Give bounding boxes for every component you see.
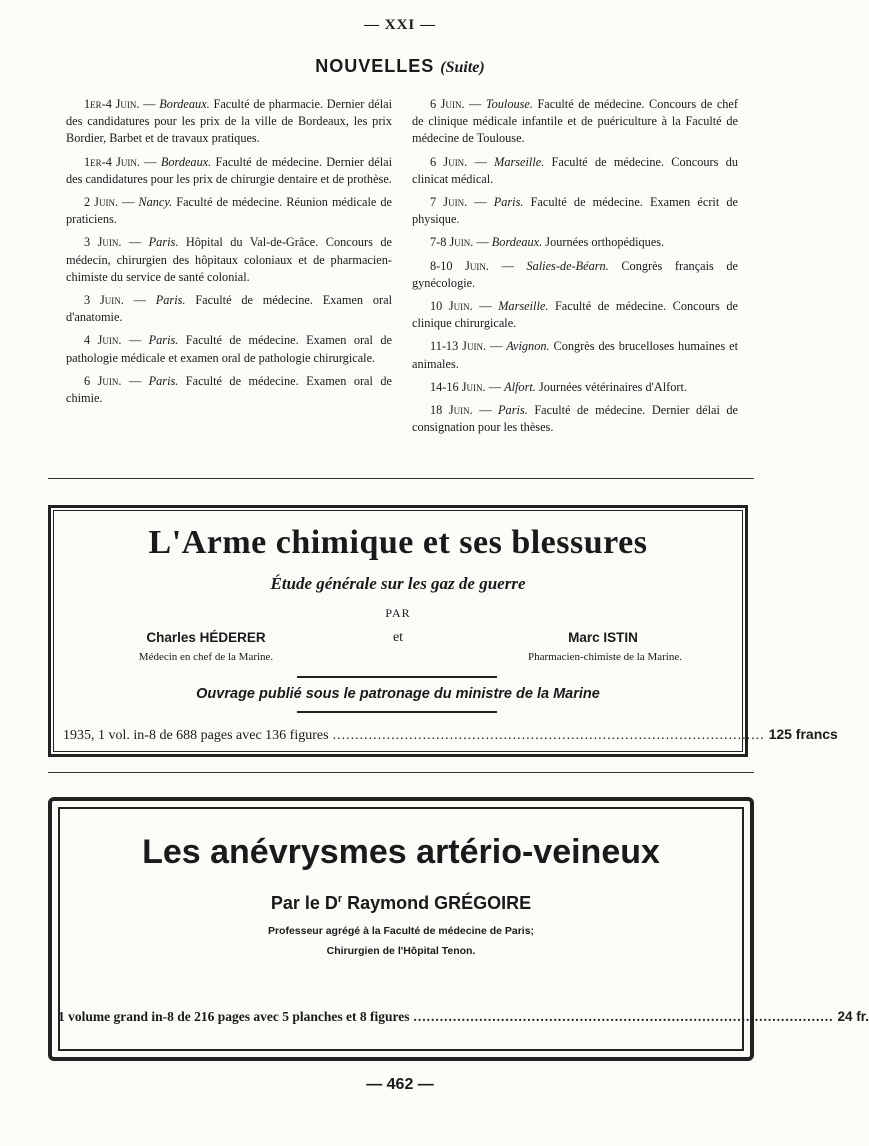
- entry-text: Faculté de médecine. Examen oral d'anatomie.: [66, 293, 392, 325]
- news-entry: 11-13 Juin. — Avignon. Congrès des brucelloses humaines et animales.: [412, 339, 738, 371]
- ad1-et: et: [392, 630, 404, 645]
- section-title-text: NOUVELLES: [315, 56, 435, 76]
- entry-city: Paris.: [148, 373, 179, 388]
- entry-date: 8-10 Juin.: [430, 258, 489, 273]
- entry-date: 1er-4 Juin.: [84, 97, 140, 111]
- entry-city: Avignon.: [506, 339, 550, 354]
- entry-city: Nancy.: [138, 195, 173, 210]
- entry-date: 14-16 Juin.: [430, 379, 486, 394]
- ad2-affiliation-1: Professeur agrégé à la Faculté de médecine de Paris;: [267, 925, 535, 937]
- ad1-subtitle: Étude générale sur les gaz de guerre: [270, 574, 526, 593]
- entry-city: Paris.: [155, 293, 186, 308]
- page-number: — 462 —: [366, 1076, 434, 1093]
- ad2-author: [52, 893, 750, 914]
- entry-date: 4 Juin.: [84, 333, 122, 348]
- entry-text: Faculté de médecine. Réunion médicale de praticiens.: [66, 195, 392, 227]
- entry-date: 6 Juin.: [430, 97, 465, 111]
- entry-date: 6 Juin.: [430, 154, 468, 169]
- news-entry: 7-8 Juin. — Bordeaux. Journées orthopédiques.: [430, 235, 665, 250]
- entry-date: 10 Juin.: [430, 299, 473, 314]
- news-entry: 1er-4 Juin. — Bordeaux. Faculté de pharmacie. Dernier délai des candidatures pour les prix de la ville de Bordeaux, les prix Bordier, Barbet et de travaux pratiques.: [66, 97, 392, 146]
- ad1-patronage: Ouvrage publié sous le patronage du ministre de la Marine: [196, 686, 600, 702]
- separator-rule: [48, 478, 754, 479]
- entry-text: Faculté de médecine. Examen écrit de physique.: [412, 195, 738, 227]
- separator-rule-2: [48, 772, 754, 773]
- entry-text: Faculté de médecine. Examen oral de pathologie médicale et examen oral de pathologie chirurgicale.: [66, 333, 392, 365]
- entry-date: 7 Juin.: [430, 195, 468, 210]
- news-entry: 2 Juin. — Nancy. Faculté de médecine. Réunion médicale de praticiens.: [66, 195, 392, 227]
- ad1-price: 125 francs: [768, 726, 838, 742]
- entry-date: 3 Juin.: [84, 235, 122, 250]
- entry-text: Journées orthopédiques.: [545, 235, 665, 250]
- ad2-affiliation-2: Chirurgien de l'Hôpital Tenon.: [326, 945, 476, 957]
- entry-date: 18 Juin.: [430, 403, 473, 418]
- entry-text: Faculté de médecine. Dernier délai des candidatures pour les prix de chirurgie dentaire et de prothèse.: [66, 154, 392, 186]
- entry-city: Alfort.: [504, 379, 536, 394]
- ad2-price-line: [58, 1009, 869, 1025]
- ad-anevrysmes: [48, 797, 869, 1061]
- page-roman-numeral: — XXI —: [363, 17, 436, 33]
- entry-city: Marseille.: [498, 299, 549, 314]
- ad2-author-name: Raymond GRÉGOIRE: [347, 893, 532, 913]
- ad-arme-chimique: [48, 505, 838, 757]
- entry-city: Paris.: [498, 403, 528, 418]
- ad1-price-line: [63, 726, 838, 744]
- entry-text: Journées vétérinaires d'Alfort.: [538, 379, 687, 394]
- entry-text: Faculté de médecine. Concours de chef de clinique médicale infantile et de puériculture à la Faculté de médecine de Toulouse.: [412, 97, 738, 146]
- ad1-author1-title: Médecin en chef de la Marine.: [138, 651, 274, 663]
- entry-date: 7-8 Juin.: [430, 235, 474, 250]
- ad2-price: 24 fr.: [837, 1009, 869, 1024]
- ad2-author-sup: r: [337, 893, 343, 905]
- news-right-column: [412, 96, 738, 442]
- entry-text: Faculté de médecine. Concours de clinique chirurgicale.: [412, 299, 738, 331]
- news-entry: 7 Juin. — Paris. Faculté de médecine. Examen écrit de physique.: [412, 195, 738, 227]
- ad1-author2-title: Pharmacien-chimiste de la Marine.: [528, 651, 682, 663]
- ad2-title: Les anévrysmes artério-veineux: [142, 833, 660, 871]
- entry-city: Bordeaux.: [491, 235, 543, 250]
- entry-date: 11-13 Juin.: [430, 339, 487, 354]
- entry-city: Salies-de-Béarn.: [526, 258, 609, 273]
- news-entry: 3 Juin. — Paris. Faculté de médecine. Examen oral d'anatomie.: [66, 293, 392, 325]
- section-title: [0, 56, 800, 77]
- ad1-author2: Marc ISTIN: [568, 630, 638, 645]
- news-left-column: [66, 96, 392, 442]
- entry-city: Bordeaux.: [159, 97, 210, 111]
- ad1-details: 1935, 1 vol. in-8 de 688 pages avec 136 figures: [63, 728, 329, 743]
- news-entry: 6 Juin. — Paris. Faculté de médecine. Examen oral de chimie.: [66, 373, 392, 406]
- entry-text: Faculté de pharmacie. Dernier délai des candidatures pour les prix de la ville de Bordeaux, les prix Bordier, Barbet et de travaux pratiques.: [66, 97, 392, 146]
- news-entry: 4 Juin. — Paris. Faculté de médecine. Examen oral de pathologie médicale et examen oral de pathologie chirurgicale.: [66, 333, 392, 365]
- entry-text: Hôpital du Val-de-Grâce. Concours de médecin, chirurgien des hôpitaux coloniaux et de pharmacien-chimiste du service de santé colonial.: [66, 235, 392, 284]
- news-entry: 6 Juin. — Marseille. Faculté de médecine. Concours du clinicat médical.: [412, 154, 738, 186]
- news-entry: 6 Juin. — Toulouse. Faculté de médecine. Concours de chef de clinique médicale infantile et de puériculture à la Faculté de médecine de Toulouse.: [412, 97, 738, 146]
- entry-text: Congrès des brucelloses humaines et animales.: [412, 339, 738, 371]
- entry-city: Paris.: [148, 235, 179, 250]
- ad1-par: PAR: [385, 606, 411, 620]
- news-entry: 3 Juin. — Paris. Hôpital du Val-de-Grâce. Concours de médecin, chirurgien des hôpitaux coloniaux et de pharmacien-chimiste du service de santé colonial.: [66, 235, 392, 284]
- entry-date: 3 Juin.: [84, 293, 124, 308]
- entry-text: Faculté de médecine. Dernier délai de consignation pour les thèses.: [412, 403, 738, 435]
- entry-date: 2 Juin.: [84, 195, 119, 210]
- ad1-title: L'Arme chimique et ses blessures: [148, 524, 648, 561]
- entry-date: 1er-4 Juin.: [84, 154, 141, 169]
- news-entry: 1er-4 Juin. — Bordeaux. Faculté de médecine. Dernier délai des candidatures pour les prix de chirurgie dentaire et de prothèse.: [66, 154, 392, 186]
- news-entry: 18 Juin. — Paris. Faculté de médecine. Dernier délai de consignation pour les thèses.: [412, 403, 738, 435]
- entry-text: Faculté de médecine. Concours du clinicat médical.: [412, 154, 738, 186]
- ad1-rule-bottom: [297, 711, 497, 713]
- entry-city: Toulouse.: [485, 97, 533, 111]
- news-entry: 10 Juin. — Marseille. Faculté de médecine. Concours de clinique chirurgicale.: [412, 299, 738, 331]
- entry-date: 6 Juin.: [84, 373, 122, 388]
- ad2-details: 1 volume grand in-8 de 216 pages avec 5 planches et 8 figures: [58, 1009, 410, 1024]
- ad1-rule-top: [297, 676, 497, 678]
- news-columns: [66, 96, 738, 442]
- ad1-author1: Charles HÉDERER: [146, 630, 266, 645]
- news-entry: 14-16 Juin. — Alfort. Journées vétérinaires d'Alfort.: [430, 379, 687, 394]
- ad2-leader-dots: ................................................................................................: [413, 1009, 834, 1024]
- section-title-suite: (Suite): [440, 59, 485, 76]
- entry-text: Congrès français de gynécologie.: [412, 258, 739, 290]
- entry-city: Bordeaux.: [160, 154, 212, 169]
- ad1-leader-dots: ................................................................................................: [332, 728, 765, 743]
- entry-city: Marseille.: [494, 154, 545, 169]
- entry-city: Paris.: [493, 195, 524, 210]
- entry-text: Faculté de médecine. Examen oral de chimie.: [66, 373, 392, 406]
- news-entry: 8-10 Juin. — Salies-de-Béarn. Congrès français de gynécologie.: [412, 258, 739, 290]
- entry-city: Paris.: [148, 333, 179, 348]
- ad2-author-prefix: Par le D: [270, 893, 338, 913]
